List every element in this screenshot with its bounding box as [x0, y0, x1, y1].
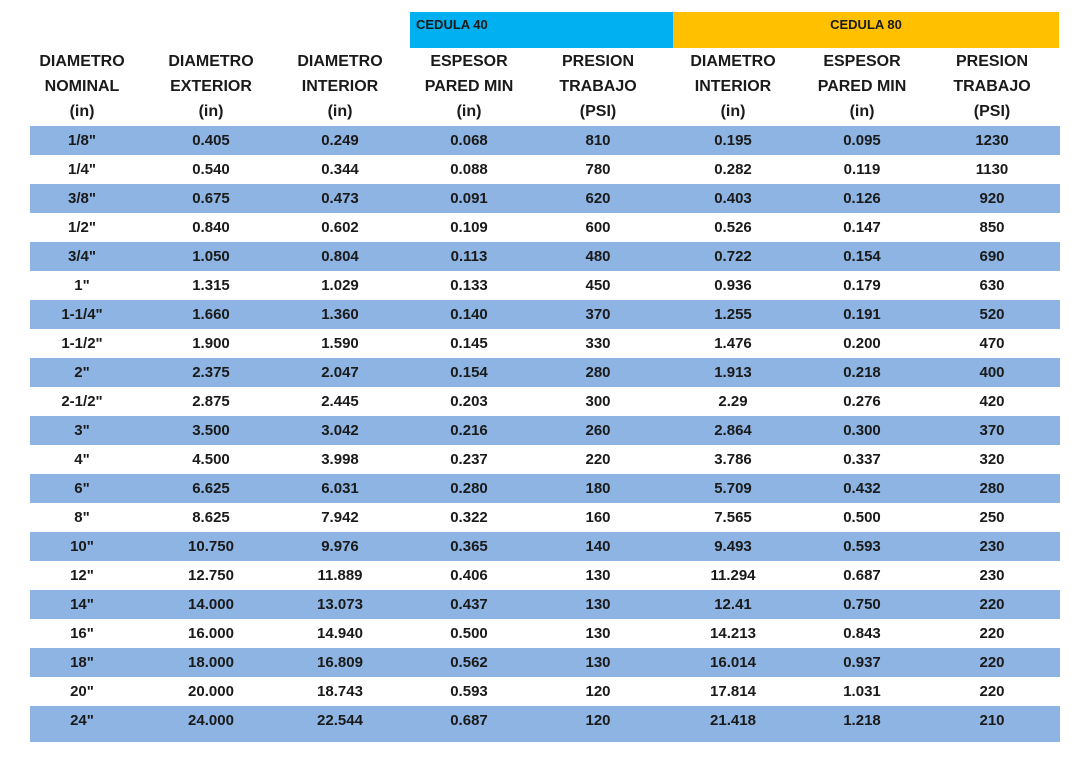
table-cell: 220 [979, 625, 1005, 642]
table-cell: 0.300 [843, 422, 881, 439]
table-row [30, 532, 1060, 561]
header-unit: (in) [849, 103, 875, 120]
table-cell: 0.843 [843, 625, 881, 642]
table-row [30, 503, 1060, 532]
table-cell: 520 [979, 306, 1005, 323]
table-cell: 0.804 [321, 248, 359, 265]
header-unit: (PSI) [579, 103, 617, 120]
table-cell: 0.133 [450, 277, 488, 294]
table-cell: 0.405 [192, 132, 230, 149]
table-cell: 0.687 [450, 712, 488, 729]
header-col-6 [798, 49, 926, 124]
table-row [30, 677, 1060, 706]
table-cell: 20" [70, 683, 94, 700]
table-cell: 1.660 [192, 306, 230, 323]
table-cell: 0.936 [714, 277, 752, 294]
table-cell: 18.000 [188, 654, 234, 671]
table-cell: 130 [585, 567, 611, 584]
table-cell: 1.476 [714, 335, 752, 352]
table-cell: 3" [74, 422, 90, 439]
table-cell: 0.216 [450, 422, 488, 439]
table-cell: 1/2" [68, 219, 96, 236]
table-cell: 230 [979, 567, 1005, 584]
table-row [30, 329, 1060, 358]
table-cell: 0.276 [843, 393, 881, 410]
cedula-40-band [410, 12, 673, 48]
header-col-3 [405, 49, 533, 124]
header-col-7 [928, 49, 1056, 124]
table-cell: 2.445 [321, 393, 359, 410]
table-row [30, 416, 1060, 445]
table-cell: 7.565 [714, 509, 752, 526]
table-cell: 0.526 [714, 219, 752, 236]
table-cell: 1-1/2" [61, 335, 103, 352]
table-cell: 14.213 [710, 625, 756, 642]
table-cell: 0.500 [843, 509, 881, 526]
table-cell: 2.375 [192, 364, 230, 381]
table-cell: 1230 [975, 132, 1009, 149]
table-cell: 9.976 [321, 538, 359, 555]
table-cell: 0.540 [192, 161, 230, 178]
header-unit: (in) [720, 103, 746, 120]
table-cell: 1.218 [843, 712, 881, 729]
table-cell: 1.900 [192, 335, 230, 352]
table-cell: 3/8" [68, 190, 96, 207]
table-cell: 0.406 [450, 567, 488, 584]
cedula-40-label: CEDULA 40 [416, 17, 488, 32]
table-cell: 850 [979, 219, 1005, 236]
table-cell: 1.360 [321, 306, 359, 323]
table-cell: 3/4" [68, 248, 96, 265]
table-cell: 320 [979, 451, 1005, 468]
header-l2: INTERIOR [694, 78, 772, 95]
table-cell: 0.593 [843, 538, 881, 555]
header-col-0 [18, 49, 146, 124]
table-cell: 0.750 [843, 596, 881, 613]
table-cell: 220 [979, 596, 1005, 613]
table-row [30, 184, 1060, 213]
table-cell: 630 [979, 277, 1005, 294]
table-cell: 0.154 [843, 248, 881, 265]
table-cell: 1-1/4" [61, 306, 103, 323]
table-row [30, 213, 1060, 242]
table-cell: 120 [585, 712, 611, 729]
table-cell: 10" [70, 538, 94, 555]
table-cell: 0.203 [450, 393, 488, 410]
table-cell: 0.403 [714, 190, 752, 207]
table-cell: 1130 [975, 161, 1009, 178]
table-cell: 0.109 [450, 219, 488, 236]
table-cell: 450 [585, 277, 611, 294]
table-cell: 0.937 [843, 654, 881, 671]
table-cell: 16.014 [710, 654, 756, 671]
table-cell: 2.047 [321, 364, 359, 381]
table-cell: 6.625 [192, 480, 230, 497]
table-cell: 6.031 [321, 480, 359, 497]
table-row [30, 590, 1060, 619]
table-cell: 2.29 [718, 393, 748, 410]
header-unit: (in) [69, 103, 95, 120]
table-cell: 620 [585, 190, 611, 207]
header-l1: DIAMETRO [297, 53, 383, 70]
header-l1: PRESION [955, 53, 1028, 70]
table-cell: 0.249 [321, 132, 359, 149]
table-cell: 0.432 [843, 480, 881, 497]
table-cell: 0.200 [843, 335, 881, 352]
table-row [30, 648, 1060, 677]
table-cell: 3.500 [192, 422, 230, 439]
table-cell: 220 [979, 683, 1005, 700]
header-unit: (in) [327, 103, 353, 120]
table-cell: 5.709 [714, 480, 752, 497]
table-cell: 11.294 [710, 567, 756, 584]
table-cell: 250 [979, 509, 1005, 526]
table-cell: 0.145 [450, 335, 488, 352]
header-l1: DIAMETRO [168, 53, 254, 70]
header-unit: (in) [456, 103, 482, 120]
table-cell: 480 [585, 248, 611, 265]
table-cell: 3.998 [321, 451, 359, 468]
table-cell: 0.365 [450, 538, 488, 555]
table-cell: 24" [70, 712, 94, 729]
table-row [30, 706, 1060, 742]
table-cell: 330 [585, 335, 611, 352]
table-cell: 1.913 [714, 364, 752, 381]
table-cell: 4.500 [192, 451, 230, 468]
table-cell: 0.147 [843, 219, 881, 236]
header-l2: PARED MIN [817, 78, 907, 95]
cedula-80-band [673, 12, 1059, 48]
table-cell: 14.940 [317, 625, 363, 642]
table-cell: 2" [74, 364, 90, 381]
table-cell: 420 [979, 393, 1005, 410]
table-row [30, 619, 1060, 648]
table-cell: 1.255 [714, 306, 752, 323]
header-l1: ESPESOR [430, 53, 508, 70]
table-cell: 210 [979, 712, 1005, 729]
table-row [30, 474, 1060, 503]
table-cell: 260 [585, 422, 611, 439]
table-cell: 0.593 [450, 683, 488, 700]
table-cell: 9.493 [714, 538, 752, 555]
table-cell: 130 [585, 625, 611, 642]
table-cell: 7.942 [321, 509, 359, 526]
header-col-5 [669, 49, 797, 124]
table-row [30, 358, 1060, 387]
table-cell: 2.864 [714, 422, 752, 439]
table-cell: 1.315 [192, 277, 230, 294]
table-row [30, 561, 1060, 590]
table-cell: 3.042 [321, 422, 359, 439]
table-cell: 20.000 [188, 683, 234, 700]
table-cell: 0.687 [843, 567, 881, 584]
table-cell: 920 [979, 190, 1005, 207]
table-cell: 1/8" [68, 132, 96, 149]
table-row [30, 155, 1060, 184]
table-cell: 130 [585, 596, 611, 613]
table-cell: 0.280 [450, 480, 488, 497]
table-cell: 0.113 [450, 248, 488, 265]
table-cell: 16.809 [317, 654, 363, 671]
table-cell: 0.195 [714, 132, 752, 149]
table-row [30, 126, 1060, 155]
header-l2: INTERIOR [301, 78, 379, 95]
table-cell: 300 [585, 393, 611, 410]
table-cell: 10.750 [188, 538, 234, 555]
table-cell: 690 [979, 248, 1005, 265]
header-l1: PRESION [561, 53, 634, 70]
table-cell: 0.437 [450, 596, 488, 613]
table-cell: 0.140 [450, 306, 488, 323]
table-cell: 0.322 [450, 509, 488, 526]
table-cell: 16.000 [188, 625, 234, 642]
table-cell: 1.050 [192, 248, 230, 265]
header-l1: DIAMETRO [39, 53, 125, 70]
pipe-spec-table [30, 126, 1060, 742]
table-cell: 1.031 [843, 683, 881, 700]
table-cell: 0.237 [450, 451, 488, 468]
header-l1: ESPESOR [823, 53, 901, 70]
table-cell: 180 [585, 480, 611, 497]
table-cell: 470 [979, 335, 1005, 352]
table-cell: 1.029 [321, 277, 359, 294]
table-cell: 280 [979, 480, 1005, 497]
table-cell: 0.675 [192, 190, 230, 207]
header-l2: PARED MIN [424, 78, 514, 95]
table-cell: 8.625 [192, 509, 230, 526]
table-cell: 2.875 [192, 393, 230, 410]
table-cell: 0.840 [192, 219, 230, 236]
table-cell: 14.000 [188, 596, 234, 613]
table-row [30, 271, 1060, 300]
table-cell: 400 [979, 364, 1005, 381]
table-row [30, 242, 1060, 271]
table-cell: 0.179 [843, 277, 881, 294]
table-cell: 3.786 [714, 451, 752, 468]
header-unit: (PSI) [973, 103, 1011, 120]
table-cell: 780 [585, 161, 611, 178]
table-cell: 0.068 [450, 132, 488, 149]
table-cell: 0.119 [843, 161, 881, 178]
header-col-1 [147, 49, 275, 124]
table-cell: 810 [585, 132, 611, 149]
table-cell: 140 [585, 538, 611, 555]
header-l2: EXTERIOR [170, 78, 252, 95]
header-l2: NOMINAL [44, 78, 120, 95]
table-cell: 0.088 [450, 161, 488, 178]
table-cell: 370 [585, 306, 611, 323]
table-row [30, 300, 1060, 329]
table-row [30, 445, 1060, 474]
table-cell: 0.282 [714, 161, 752, 178]
table-cell: 160 [585, 509, 611, 526]
table-cell: 4" [74, 451, 90, 468]
table-cell: 21.418 [710, 712, 756, 729]
table-cell: 6" [74, 480, 90, 497]
table-cell: 0.562 [450, 654, 488, 671]
table-cell: 17.814 [710, 683, 756, 700]
table-cell: 220 [979, 654, 1005, 671]
table-cell: 130 [585, 654, 611, 671]
header-l2: TRABAJO [953, 78, 1031, 95]
table-cell: 0.154 [450, 364, 488, 381]
table-cell: 11.889 [317, 567, 363, 584]
table-cell: 14" [70, 596, 94, 613]
table-row [30, 387, 1060, 416]
table-cell: 2-1/2" [61, 393, 103, 410]
table-cell: 0.191 [843, 306, 881, 323]
table-cell: 370 [979, 422, 1005, 439]
table-cell: 0.126 [843, 190, 881, 207]
table-cell: 0.344 [321, 161, 359, 178]
table-cell: 22.544 [317, 712, 363, 729]
table-cell: 12.750 [188, 567, 234, 584]
table-cell: 24.000 [188, 712, 234, 729]
table-cell: 0.500 [450, 625, 488, 642]
table-cell: 1/4" [68, 161, 96, 178]
table-cell: 16" [70, 625, 94, 642]
table-cell: 12.41 [714, 596, 752, 613]
table-cell: 0.473 [321, 190, 359, 207]
table-cell: 13.073 [317, 596, 363, 613]
header-l2: TRABAJO [559, 78, 637, 95]
table-cell: 18.743 [317, 683, 363, 700]
table-cell: 1" [74, 277, 90, 294]
table-cell: 230 [979, 538, 1005, 555]
table-cell: 0.337 [843, 451, 881, 468]
table-cell: 280 [585, 364, 611, 381]
table-cell: 120 [585, 683, 611, 700]
table-cell: 0.091 [450, 190, 488, 207]
table-cell: 18" [70, 654, 94, 671]
header-col-4 [534, 49, 662, 124]
header-l1: DIAMETRO [690, 53, 776, 70]
table-cell: 0.722 [714, 248, 752, 265]
table-cell: 0.602 [321, 219, 359, 236]
table-cell: 220 [585, 451, 611, 468]
table-cell: 0.218 [843, 364, 881, 381]
header-col-2 [276, 49, 404, 124]
cedula-80-label: CEDULA 80 [830, 17, 902, 32]
table-cell: 600 [585, 219, 611, 236]
table-cell: 1.590 [321, 335, 359, 352]
table-cell: 8" [74, 509, 90, 526]
table-cell: 12" [70, 567, 94, 584]
table-cell: 0.095 [843, 132, 881, 149]
header-unit: (in) [198, 103, 224, 120]
